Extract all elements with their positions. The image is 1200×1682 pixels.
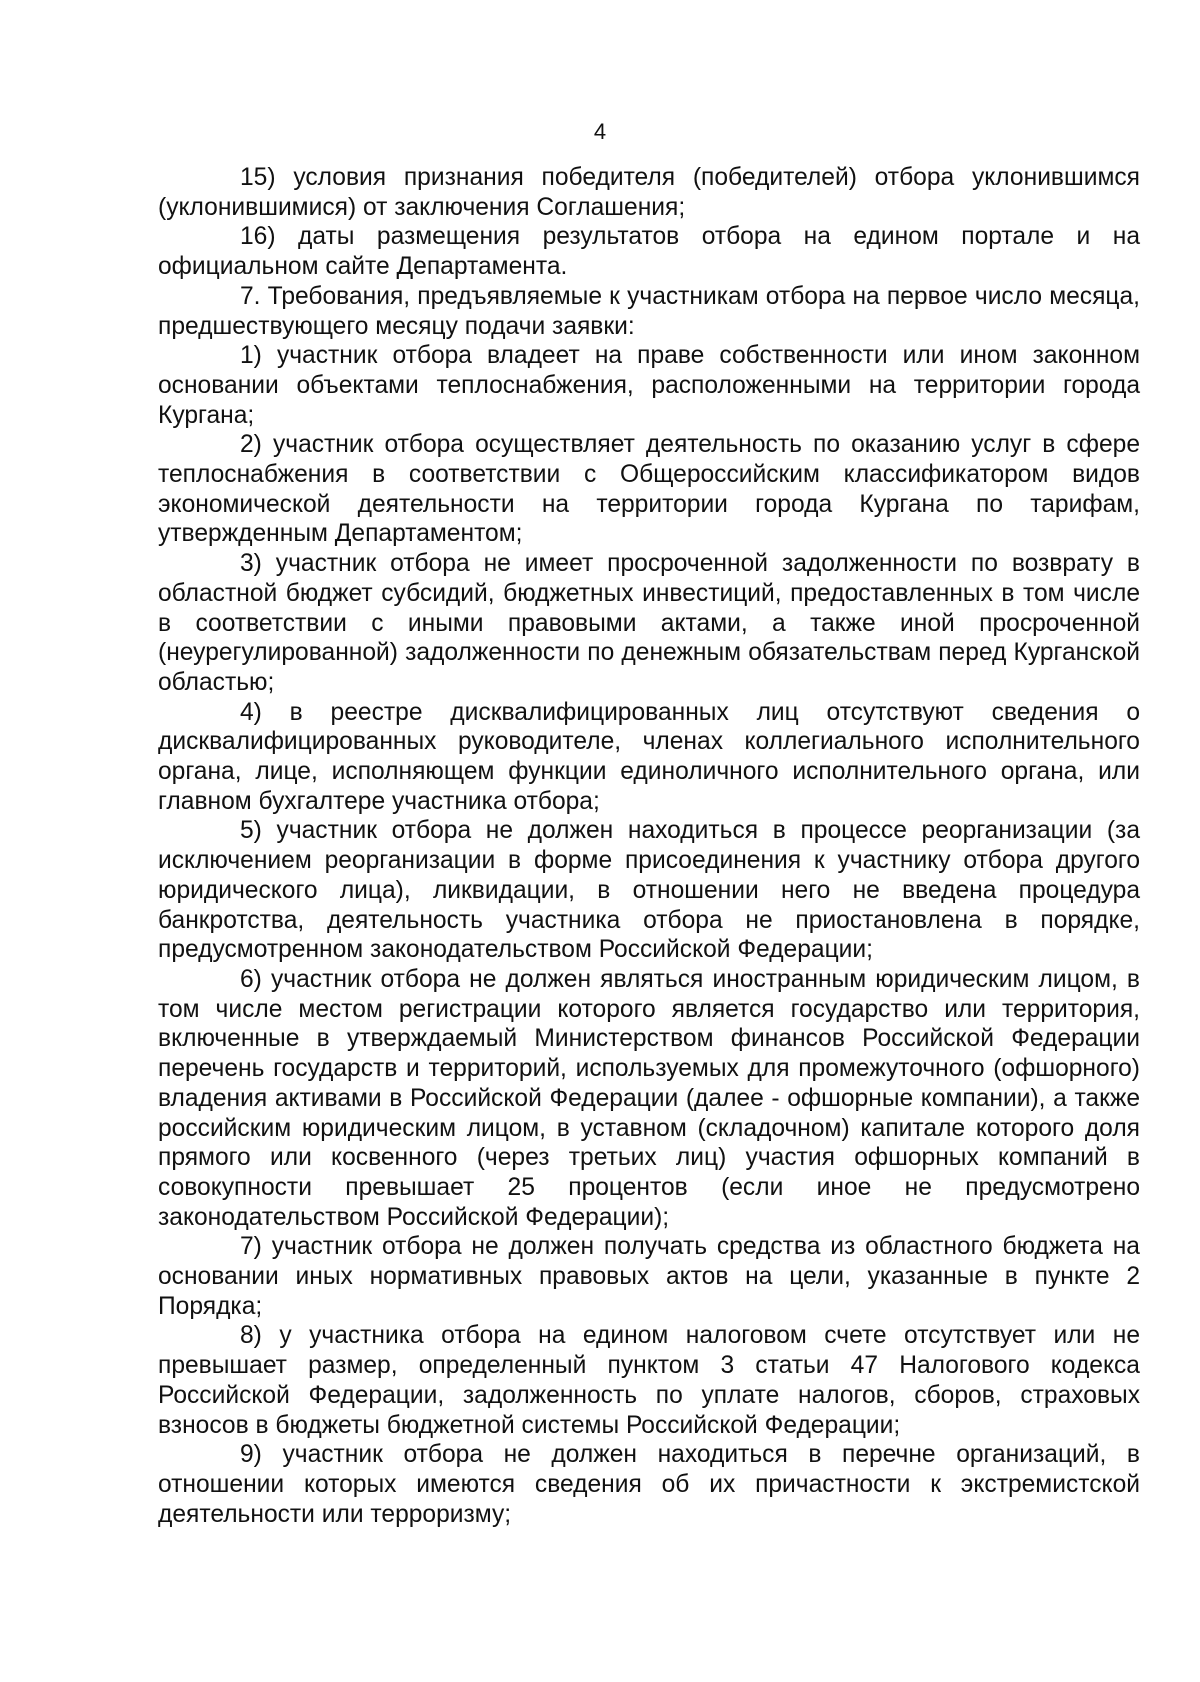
paragraph-requirement-7: 7) участник отбора не должен получать средства из областного бюджета на основании иных нормативных правовых актов на цели, указанные в пункте 2 Порядка; bbox=[158, 1233, 1140, 1320]
paragraph-requirement-6: 6) участник отбора не должен являться иностранным юридическим лицом, в том числе местом регистрации которого является государство или территория, включенные в утверждаемый Министерством финансов Российской Федерации перечень государств и территорий, используемых для промежуточного (офшорного) владения активами в Российской Федерации (далее - офшорные компании), а также российским юридическим лицом, в уставном (складочном) капитале которого доля прямого или косвенного (через третьих лиц) участия офшорных компаний в совокупности превышает 25 процентов (если иное не предусмотрено законодательством Российской Федерации); bbox=[158, 965, 1140, 1231]
document-body bbox=[158, 163, 1140, 1529]
paragraph-item-16: 16) даты размещения результатов отбора на едином портале и на официальном сайте Департамента. bbox=[158, 223, 1140, 281]
paragraph-requirement-9: 9) участник отбора не должен находиться в перечне организаций, в отношении которых имеются сведения об их причастности к экстремистской деятельности или терроризму; bbox=[158, 1441, 1140, 1528]
paragraph-requirement-5: 5) участник отбора не должен находиться в процессе реорганизации (за исключением реорганизации в форме присоединения к участнику отбора другого юридического лица), ликвидации, в отношении него не введена процедура банкротства, деятельность участника отбора не приостановлена в порядке, предусмотренном законодательством Российской Федерации; bbox=[158, 817, 1140, 964]
paragraph-requirement-8: 8) у участника отбора на едином налоговом счете отсутствует или не превышает размер, определенный пунктом 3 статьи 47 Налогового кодекса Российской Федерации, задолженность по уплате налогов, сборов, страховых взносов в бюджеты бюджетной системы Российской Федерации; bbox=[158, 1322, 1140, 1439]
paragraph-requirement-2: 2) участник отбора осуществляет деятельность по оказанию услуг в сфере теплоснабжения в соответствии с Общероссийским классификатором видов экономической деятельности на территории города Кургана по тарифам, утвержденным Департаментом; bbox=[158, 431, 1140, 548]
paragraph-requirement-3: 3) участник отбора не имеет просроченной задолженности по возврату в областной бюджет субсидий, бюджетных инвестиций, предоставленных в том числе в соответствии с иными правовыми актами, а также иной просроченной (неурегулированной) задолженности по денежным обязательствам перед Курганской областью; bbox=[158, 550, 1140, 696]
paragraph-section-7: 7. Требования, предъявляемые к участникам отбора на первое число месяца, предшествующего месяцу подачи заявки: bbox=[158, 282, 1140, 340]
page-number: 4 bbox=[593, 119, 607, 144]
paragraph-requirement-4: 4) в реестре дисквалифицированных лиц отсутствуют сведения о дисквалифицированных руководителе, членах коллегиального исполнительного органа, лице, исполняющем функции единоличного исполнительного органа, или главном бухгалтере участника отбора; bbox=[158, 698, 1140, 815]
paragraph-requirement-1: 1) участник отбора владеет на праве собственности или ином законном основании объектами теплоснабжения, расположенными на территории города Кургана; bbox=[158, 342, 1140, 429]
paragraph-item-15: 15) условия признания победителя (победителей) отбора уклонившимся (уклонившимися) от заключения Соглашения; bbox=[158, 164, 1140, 221]
